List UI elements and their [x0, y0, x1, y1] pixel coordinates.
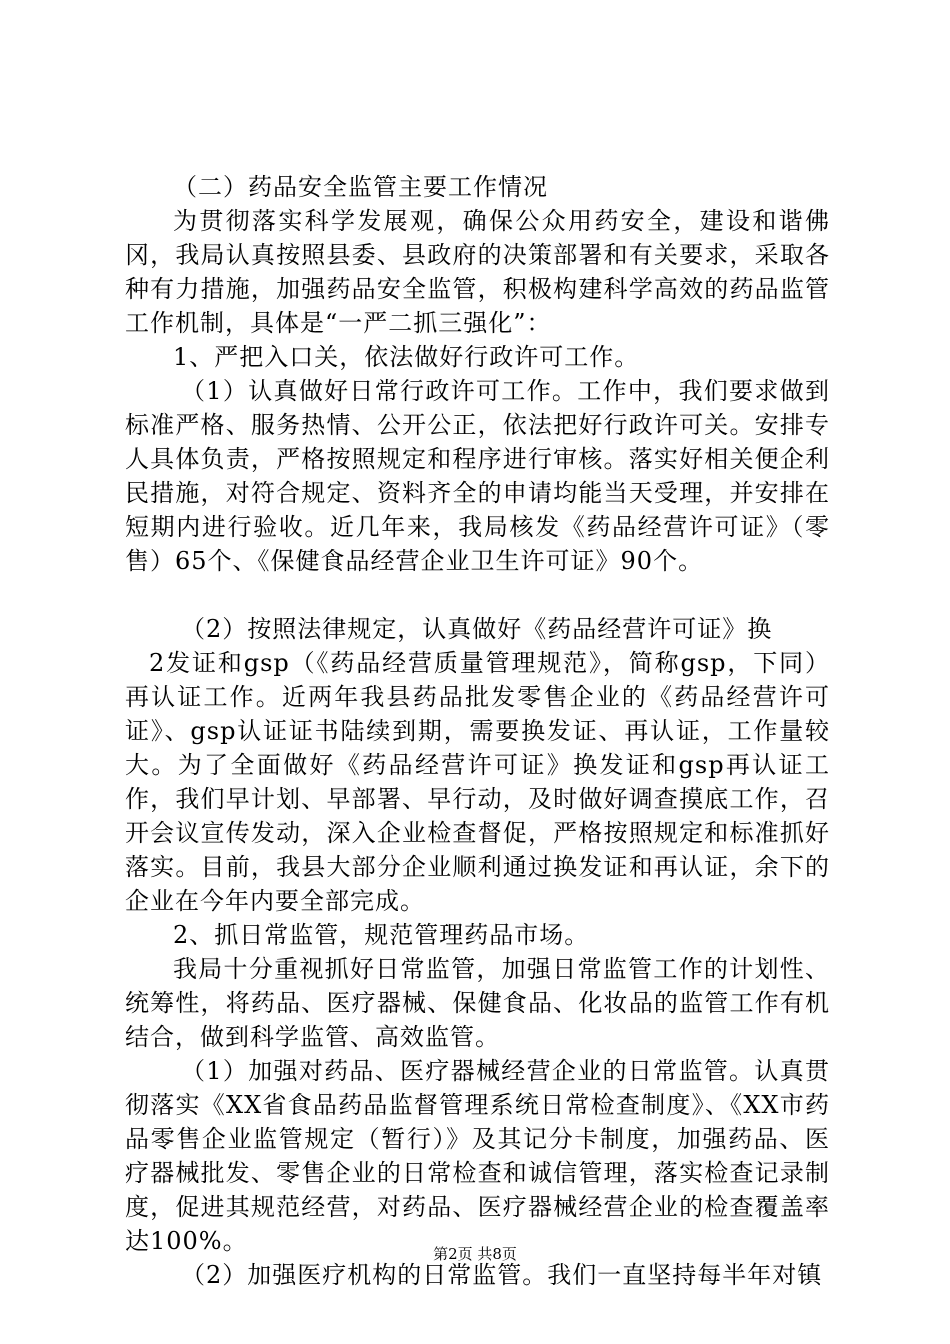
paragraph-1-2: （2）按照法律规定，认真做好《药品经营许可证》换 — [181, 615, 773, 643]
document-body — [125, 170, 830, 1292]
paragraph-1-2-continued: 2发证和gsp（《药品经营质量管理规范》，简称gsp，下同）再认证工作。近两年我县药品批发零售企业的《药品经营许可证》、gsp认证证书陆续到期，需要换发证、再认证，工作量较大。为了全面做好《药品经营许可证》换发证和gsp再认证工作，我们早计划、早部署、早行动，及时做好调查摸底工作，召开会议宣传发动，深入企业检查督促，严格按照规定和标准抓好落实。目前，我县大部分企业顺利通过换发证和再认证，余下的企业在今年内要全部完成。 — [125, 649, 830, 915]
paragraph-intro: 为贯彻落实科学发展观，确保公众用药安全，建设和谐佛冈，我局认真按照县委、县政府的决策部署和有关要求，采取各种有力措施，加强药品安全监管，积极构建科学高效的药品监管工作机制，具体是“一严二抓三强化”： — [125, 207, 830, 337]
paragraph-1-1: （1）认真做好日常行政许可工作。工作中，我们要求做到标准严格、服务热情、公开公正，依法把好行政许可关。安排专人具体负责，严格按照规定和程序进行审核。落实好相关便企利民措施，对符合规定、资料齐全的申请均能当天受理，并安排在短期内进行验收。近几年来，我局核发《药品经营许可证》（零售）65个、《保健食品经营企业卫生许可证》90个。 — [125, 377, 830, 575]
subheading-2: 2、抓日常监管，规范管理药品市场。 — [173, 921, 590, 949]
subheading-1: 1、严把入口关，依法做好行政许可工作。 — [173, 343, 640, 371]
paragraph-2-1: （1）加强对药品、医疗器械经营企业的日常监管。认真贯彻落实《XX省食品药品监督管理系统日常检查制度》、《XX市药品零售企业监管规定（暂行）》及其记分卡制度，加强药品、医疗器械批发、零售企业的日常检查和诚信管理，落实检查记录制度，促进其规范经营，对药品、医疗器械经营企业的检查覆盖率达100%。 — [125, 1057, 830, 1255]
page-number-footer: 第2页 共8页 — [433, 1245, 517, 1263]
section-heading: （二）药品安全监管主要工作情况 — [173, 173, 548, 201]
paragraph-2-intro: 我局十分重视抓好日常监管，加强日常监管工作的计划性、统筹性，将药品、医疗器械、保健食品、化妆品的监管工作有机结合，做到科学监管、高效监管。 — [125, 955, 830, 1051]
paragraph-2-2: （2）加强医疗机构的日常监管。我们一直坚持每半年对镇 — [181, 1261, 823, 1289]
